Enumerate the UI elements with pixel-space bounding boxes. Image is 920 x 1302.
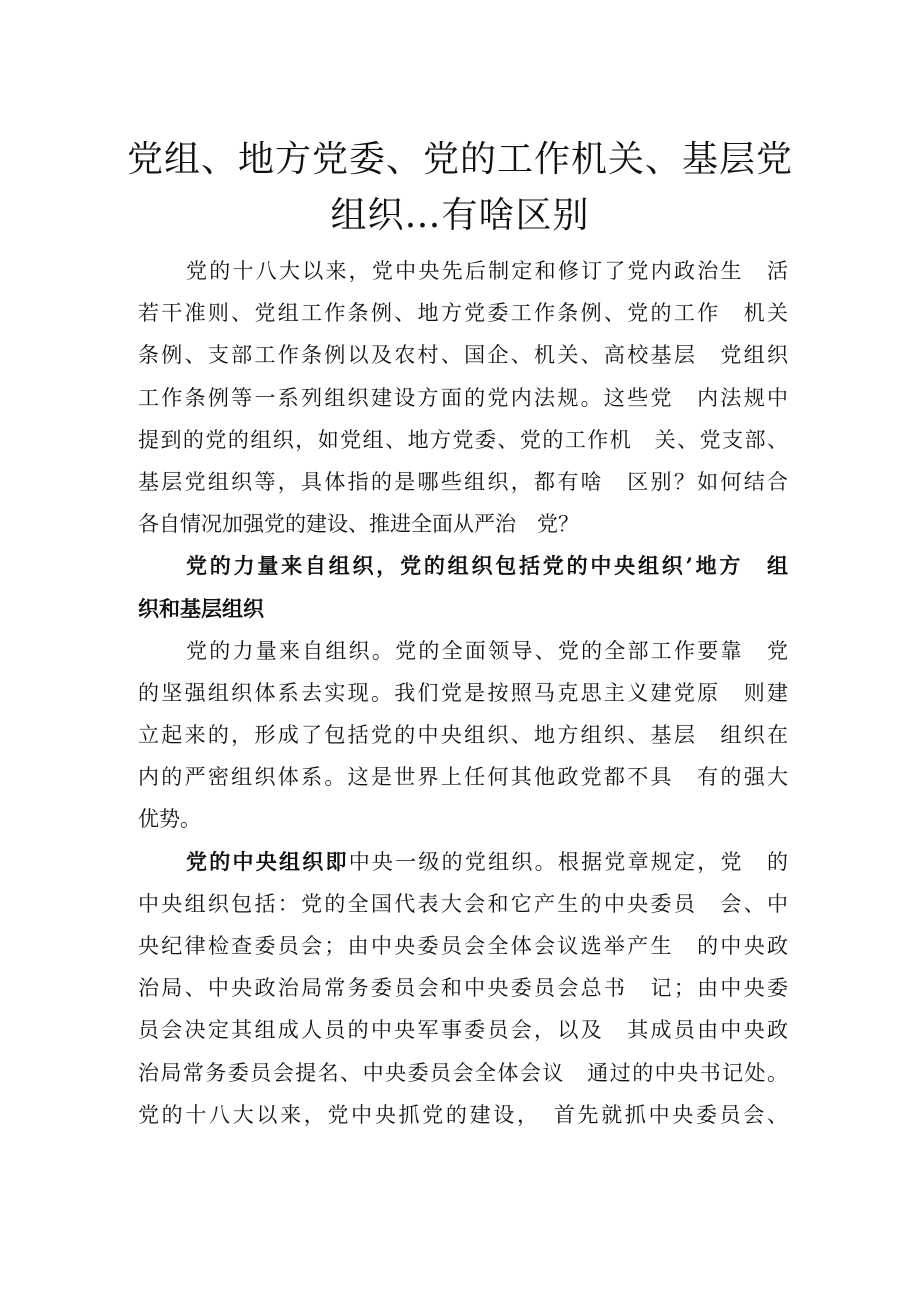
text-line: 治局常务委员会提名、中央委员会全体会议 通过的中央书记处。 [138, 1060, 788, 1085]
text-line: 党的十八大以来，党中央抓党的建设， 首先就抓中央委员会、 [138, 1102, 788, 1127]
text-line: 内的严密组织体系。这是世界上任何其他政党都不具 有的强大 [138, 765, 788, 790]
document-body [138, 250, 788, 1136]
document-title [120, 132, 800, 244]
inline-bold-lead: 党的中央组织即 [186, 848, 349, 874]
text-line: 立起来的，形成了包括党的中央组织、地方组织、基层 组织在 [138, 723, 788, 748]
text-line: 央纪律检查委员会；由中央委员会全体会议选举产生 的中央政 [138, 934, 788, 958]
text-line: 工作条例等一系列组织建设方面的党内法规。这些党 内法规中 [138, 385, 788, 410]
text-line: 若干准则、党组工作条例、地方党委工作条例、党的工作 机关 [138, 301, 788, 326]
paragraph-intro [138, 250, 788, 545]
text-line: 条例、支部工作条例以及农村、国企、机关、高校基层 党组织 [138, 343, 788, 368]
section-heading [138, 545, 788, 629]
text-line: 中央组织包括：党的全国代表大会和它产生的中央委员 会、中 [138, 891, 788, 916]
text-line: 党的十八大以来，党中央先后制定和修订了党内政治生 活 [186, 259, 788, 283]
text-line: 各自情况加强党的建设、推进全面从严治 党？ [138, 512, 579, 537]
text-line: 党的力量来自组织。党的全面领导、党的全部工作要靠 党 [186, 638, 788, 663]
paragraph-organization [138, 630, 788, 841]
title-line: 党组、地方党委、党的工作机关、基层党 [126, 139, 793, 181]
inline-text: 中央一级的党组织。根据党章规定，党 的 [348, 849, 789, 874]
text-line [138, 841, 788, 883]
text-line: 优势。 [138, 807, 201, 832]
text-line: 的坚强组织体系去实现。我们党是按照马克思主义建党原 则建 [138, 680, 788, 705]
paragraph-central-organization [138, 841, 788, 1136]
title-line: 组织…有啥区别 [330, 195, 590, 237]
text-line: 织和基层组织 [138, 595, 264, 621]
text-line: 基层党组织等，具体指的是哪些组织，都有啥 区别？如何结合 [138, 469, 788, 494]
text-line: 提到的党的组织，如党组、地方党委、党的工作机 关、党支部、 [138, 427, 788, 452]
text-line: 员会决定其组成人员的中央军事委员会，以及 其成员由中央政 [138, 1018, 788, 1043]
text-line: 党的力量来自组织，党的组织包括党的中央组织’地方 组 [186, 553, 788, 579]
text-line: 治局、中央政治局常务委员会和中央委员会总书 记；由中央委 [138, 976, 788, 1001]
